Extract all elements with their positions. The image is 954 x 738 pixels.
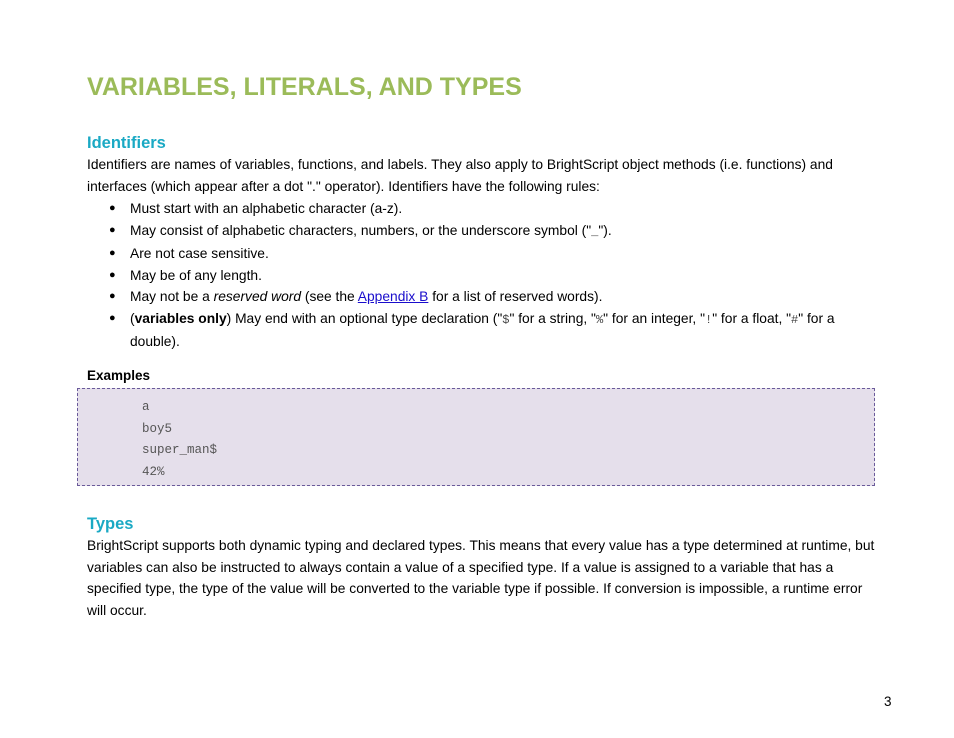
examples-label: Examples (87, 368, 151, 383)
rule-text: May not be a (130, 289, 214, 304)
double-suffix-code: # (791, 312, 799, 327)
page-title: VARIABLES, LITERALS, AND TYPES (87, 73, 522, 101)
rule-text: May consist of alphabetic characters, numbers, or the underscore symbol (" (130, 222, 592, 238)
bullet-icon: ● (109, 311, 116, 324)
rule-item (87, 286, 877, 308)
rule-text: " for a double). (130, 310, 835, 349)
rule-item (87, 308, 877, 353)
reserved-word-emphasis: reserved word (213, 289, 302, 304)
rule-text: " for a string, " (509, 310, 596, 326)
types-body: BrightScript supports both dynamic typing and declared types. This means that every value has a type determined at runtime, but variables can also be instructed to always contain a value of a specified type. If a value is assigned to a variable that has a specified type, the type of the value will be converted to the variable type if possible. If conversion is impossible, a runtime error will occur. (87, 538, 875, 618)
identifier-rules-list (87, 198, 877, 353)
code-lines (142, 397, 217, 483)
variables-only-emphasis: variables only (134, 310, 227, 326)
rule-item (87, 243, 877, 265)
bullet-icon: ● (109, 223, 116, 236)
rule-item (87, 198, 877, 220)
code-line: boy5 (142, 421, 173, 436)
rule-text: (see the (301, 289, 358, 304)
types-heading: Types (87, 515, 134, 533)
rule-text: " for an integer, " (603, 310, 705, 326)
rule-text: May be of any length. (130, 267, 262, 283)
code-line: super_man$ (142, 443, 218, 457)
bullet-icon: ● (109, 202, 116, 214)
bullet-icon: ● (109, 268, 116, 281)
code-line: 42% (142, 464, 165, 479)
examples-code-box (77, 388, 875, 486)
rule-text: Must start with an alphabetic character (a-z). (130, 201, 403, 216)
identifiers-intro: Identifiers are names of variables, functions, and labels. They also apply to BrightScript object methods (i.e. functions) and interfaces (which appear after a dot "." operator). Identifiers have the following rules: (87, 157, 833, 194)
string-suffix-code: $ (502, 312, 510, 327)
rule-item (87, 220, 877, 244)
rule-text: for a list of reserved words). (428, 289, 603, 304)
float-suffix-code: ! (705, 312, 713, 327)
underscore-code: _ (591, 224, 599, 239)
rule-text: "). (598, 222, 612, 238)
rule-text: " for a float, " (712, 310, 792, 326)
integer-suffix-code: % (595, 312, 604, 327)
page-number: 3 (884, 694, 892, 709)
code-line: a (142, 400, 150, 414)
bullet-icon: ● (109, 290, 116, 302)
rule-text: Are not case sensitive. (130, 246, 269, 261)
identifiers-heading: Identifiers (87, 134, 166, 152)
appendix-b-link[interactable]: Appendix B (357, 289, 429, 304)
rule-item (87, 265, 877, 287)
bullet-icon: ● (109, 247, 116, 259)
rule-text: ) May end with an optional type declaration (" (226, 310, 503, 326)
rule-text: ( (130, 310, 135, 326)
